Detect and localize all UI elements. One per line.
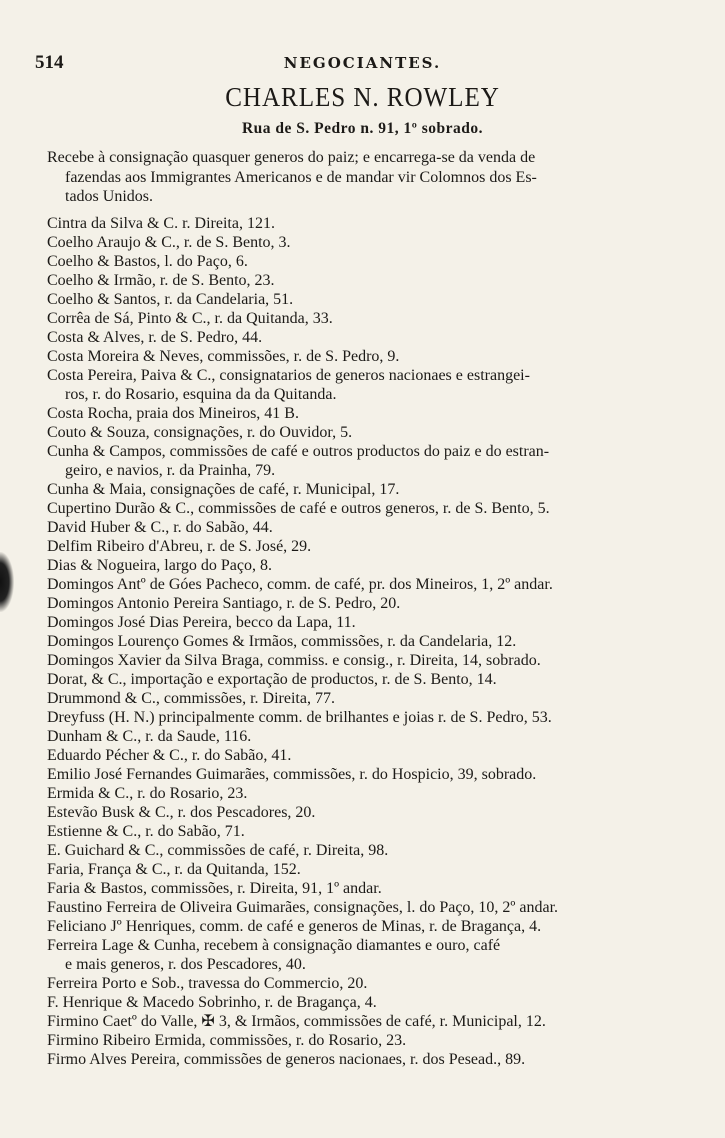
advertisement-text [47, 148, 675, 207]
entry-line: Firmino Ribeiro Ermida, commissões, r. do Rosario, 23. [47, 1032, 407, 1049]
page-number: 514 [35, 52, 64, 73]
entry-line: Estevão Busk & C., r. dos Pescadores, 20. [47, 804, 316, 821]
entry-line: Domingos José Dias Pereira, becco da Lapa, 11. [47, 614, 356, 631]
entry-line: Dias & Nogueira, largo do Paço, 8. [47, 557, 272, 574]
merchant-entry [47, 1012, 679, 1031]
entry-line: Coelho & Bastos, l. do Paço, 6. [47, 253, 248, 270]
merchant-entry [47, 765, 679, 784]
entry-line: Coelho Araujo & C., r. de S. Bento, 3. [47, 234, 291, 251]
merchant-entry [47, 613, 679, 632]
entry-continuation-line: e mais generos, r. dos Pescadores, 40. [65, 956, 306, 973]
entry-line: Domingos Antº de Góes Pacheco, comm. de café, pr. dos Mineiros, 1, 2º andar. [47, 576, 553, 593]
merchant-entry [47, 366, 679, 404]
merchant-entry [47, 233, 679, 252]
entry-continuation-line: ros, r. do Rosario, esquina da da Quitanda. [65, 386, 337, 403]
merchant-entry [47, 309, 679, 328]
merchant-entry [47, 841, 679, 860]
merchant-entry [47, 575, 679, 594]
merchant-entry [47, 898, 679, 917]
entry-line: Emilio José Fernandes Guimarães, commissões, r. do Hospicio, 39, sobrado. [47, 766, 537, 783]
merchant-entry [47, 328, 679, 347]
merchant-entry [47, 214, 679, 233]
merchant-list [47, 214, 679, 1069]
entry-line: David Huber & C., r. do Sabão, 44. [47, 519, 273, 536]
entry-line: Faria & Bastos, commissões, r. Direita, 91, 1º andar. [47, 880, 382, 897]
merchant-entry [47, 670, 679, 689]
entry-line: Cupertino Durão & C., commissões de café e outros generos, r. de S. Bento, 5. [47, 500, 550, 517]
merchant-entry [47, 594, 679, 613]
entry-line: Cunha & Maia, consignações de café, r. Municipal, 17. [47, 481, 400, 498]
entry-line: Dunham & C., r. da Saude, 116. [47, 728, 252, 745]
entry-continuation-line: geiro, e navios, r. da Prainha, 79. [65, 462, 276, 479]
merchant-entry [47, 689, 679, 708]
entry-line: Faria, França & C., r. da Quitanda, 152. [47, 861, 301, 878]
entry-line: Costa Pereira, Paiva & C., consignatarios de generos nacionaes e estrangei- [47, 367, 530, 384]
intro-line: tados Unidos. [65, 188, 153, 205]
merchant-entry [47, 936, 679, 974]
merchant-entry [47, 803, 679, 822]
entry-line: Firmino Caetº do Valle, ✠ 3, & Irmãos, commissões de café, r. Municipal, 12. [47, 1013, 546, 1030]
merchant-entry [47, 290, 679, 309]
intro-line: Recebe à consignação quasquer generos do paiz; e encarrega-se da venda de [47, 149, 536, 166]
entry-line: Couto & Souza, consignações, r. do Ouvidor, 5. [47, 424, 353, 441]
entry-line: Feliciano Jº Henriques, comm. de café e generos de Minas, r. de Bragança, 4. [47, 918, 542, 935]
merchant-entry [47, 746, 679, 765]
merchant-entry [47, 442, 679, 480]
merchant-entry [47, 404, 679, 423]
merchant-entry [47, 423, 679, 442]
merchant-entry [47, 480, 679, 499]
running-head: NEGOCIANTES. [283, 54, 442, 72]
merchant-entry [47, 879, 679, 898]
entry-line: Faustino Ferreira de Oliveira Guimarães, consignações, l. do Paço, 10, 2º andar. [47, 899, 559, 916]
entry-line: Ferreira Porto e Sob., travessa do Commercio, 20. [47, 975, 368, 992]
entry-line: Dorat, & C., importação e exportação de productos, r. de S. Bento, 14. [47, 671, 497, 688]
entry-line: Drummond & C., commissões, r. Direita, 77. [47, 690, 335, 707]
entry-line: Costa Moreira & Neves, commissões, r. de S. Pedro, 9. [47, 348, 400, 365]
merchant-entry [47, 252, 679, 271]
merchant-entry [47, 917, 679, 936]
merchant-entry [47, 537, 679, 556]
merchant-entry [47, 727, 679, 746]
entry-line: Ferreira Lage & Cunha, recebem à consignação diamantes e ouro, café [47, 937, 501, 954]
advertiser-address: Rua de S. Pedro n. 91, 1º sobrado. [241, 120, 484, 137]
merchant-entry [47, 518, 679, 537]
entry-line: Domingos Xavier da Silva Braga, commiss. e consig., r. Direita, 14, sobrado. [47, 652, 541, 669]
merchant-entry [47, 271, 679, 290]
entry-line: Domingos Lourenço Gomes & Irmãos, commissões, r. da Candelaria, 12. [47, 633, 517, 650]
entry-line: Coelho & Santos, r. da Candelaria, 51. [47, 291, 294, 308]
entry-line: Corrêa de Sá, Pinto & C., r. da Quitanda, 33. [47, 310, 333, 327]
entry-line: Domingos Antonio Pereira Santiago, r. de S. Pedro, 20. [47, 595, 401, 612]
merchant-entry [47, 784, 679, 803]
entry-line: Eduardo Pécher & C., r. do Sabão, 41. [47, 747, 292, 764]
merchant-entry [47, 347, 679, 366]
merchant-entry [47, 1031, 679, 1050]
entry-line: E. Guichard & C., commissões de café, r. Direita, 98. [47, 842, 389, 859]
entry-line: Coelho & Irmão, r. de S. Bento, 23. [47, 272, 275, 289]
merchant-entry [47, 651, 679, 670]
entry-line: Dreyfuss (H. N.) principalmente comm. de brilhantes e joias r. de S. Pedro, 53. [47, 709, 552, 726]
merchant-entry [47, 1050, 679, 1069]
merchant-entry [47, 499, 679, 518]
entry-line: Ermida & C., r. do Rosario, 23. [47, 785, 248, 802]
intro-line: fazendas aos Immigrantes Americanos e de mandar vir Colomnos dos Es- [65, 168, 537, 186]
merchant-entry [47, 708, 679, 727]
merchant-entry [47, 822, 679, 841]
entry-line: F. Henrique & Macedo Sobrinho, r. de Bragança, 4. [47, 994, 377, 1011]
entry-line: Costa Rocha, praia dos Mineiros, 41 B. [47, 405, 299, 422]
entry-line: Cunha & Campos, commissões de café e outros productos do paiz e do estran- [47, 443, 550, 460]
entry-line: Estienne & C., r. do Sabão, 71. [47, 823, 245, 840]
merchant-entry [47, 974, 679, 993]
merchant-entry [47, 556, 679, 575]
merchant-entry [47, 860, 679, 879]
binding-hole-mark [0, 552, 14, 612]
entry-line: Cintra da Silva & C. r. Direita, 121. [47, 215, 275, 232]
merchant-entry [47, 632, 679, 651]
entry-line: Costa & Alves, r. de S. Pedro, 44. [47, 329, 263, 346]
merchant-entry [47, 993, 679, 1012]
advertiser-name: CHARLES N. ROWLEY [225, 82, 500, 112]
entry-line: Delfim Ribeiro d'Abreu, r. de S. José, 29. [47, 538, 312, 555]
entry-line: Firmo Alves Pereira, commissões de generos nacionaes, r. dos Pesead., 89. [47, 1051, 526, 1068]
